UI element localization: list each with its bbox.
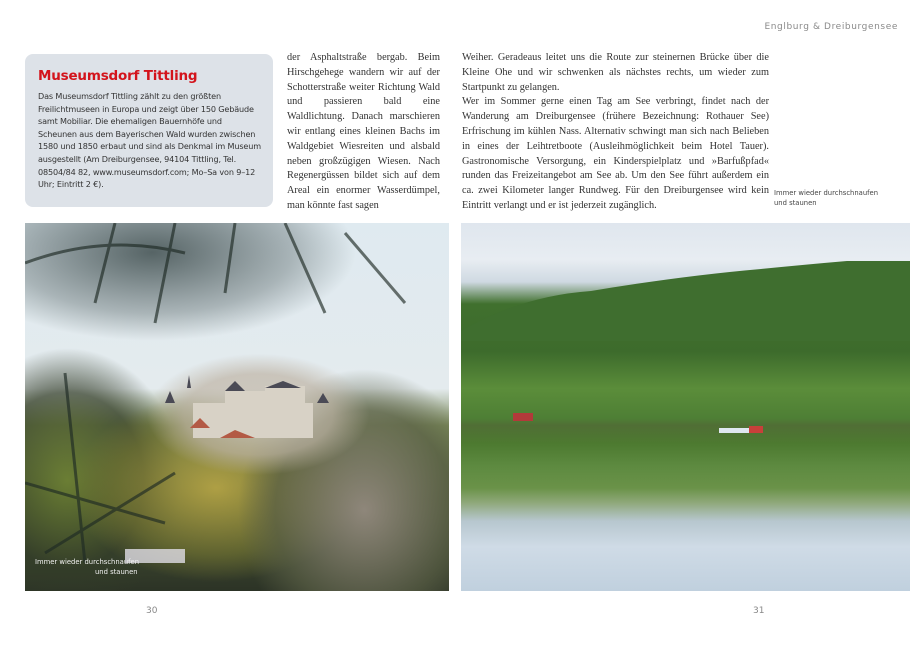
text-column-1 <box>287 51 440 214</box>
column-2-paragraph-1: Weiher. Geradeaus leitet uns die Route zur steinernen Brücke über die Kleine Ohe und wir schwenken als nächstes rechts, um wieder zum Startpunkt zu gelangen. <box>462 52 769 93</box>
photo-castle <box>25 223 449 591</box>
info-box-title: Museumsdorf Tittling <box>38 68 198 84</box>
photo-lake <box>461 223 910 591</box>
boats-icon <box>461 223 910 591</box>
text-column-2 <box>462 51 769 214</box>
page-number-right: 31 <box>753 606 765 616</box>
page-number-left: 30 <box>146 606 158 616</box>
caption-line-2: und staunen <box>774 198 817 207</box>
caption-line-1: Immer wieder durchschnaufen <box>774 189 879 197</box>
castle-silhouette-icon <box>25 223 449 591</box>
photo-caption-left <box>35 558 139 577</box>
column-2-paragraph-2: Wer im Sommer gerne einen Tag am See verbringt, findet nach der Wanderung am Dreiburgensee (frühere Bezeichnung: Rothauer See) Erfrischung im kühlen Nass. Alternativ schwingt man sich nach Belieben in eines der Leihtretboote (Ausleihmöglichkeit beim Hotel Tauer). Gastronomische Versorgung, ein Kinderspielplatz und »Barfußpfad« runden das Freizeitangebot am See ab. Um den See führt außerdem ein ca. zwei Kilometer langer Rundweg. Für den Dreiburgensee wird kein Eintritt verlangt und er ist jederzeit zugänglich. <box>462 96 769 211</box>
column-1-text: der Asphaltstraße bergab. Beim Hirschgehege wandern wir auf der Schotterstraße weiter Richtung Wald und passieren bald eine Waldlichtung. Danach marschieren wir entlang eines kleinen Bachs im Waldgebiet Wiesreiten und alsbald neben großzügigen Wiesen. Nach Regenergüssen bildet sich auf dem Areal ein enormer Wasserdümpel, man könnte fast sagen <box>287 52 440 211</box>
running-head: Englburg & Dreiburgensee <box>764 22 898 32</box>
caption-line-1: Immer wieder durchschnaufen <box>35 558 140 566</box>
photo-caption-right <box>774 189 904 208</box>
info-box <box>25 54 273 207</box>
info-box-body: Das Museumsdorf Tittling zählt zu den größten Freilichtmuseen in Europa und zeigt über 150 Gebäude samt Mobiliar. Die ehemaligen Bauernhöfe und Scheunen aus dem Bayerischen Wald wurden zwischen 1580 und 1850 erbaut und sind als Denkmal im Museum ausgestellt (Am Dreiburgensee, 94104 Tittling, Tel. 08504/84 82, www.museumsdorf.com; Mo–Sa von 9–12 Uhr; Eintritt 2 €). <box>38 91 261 190</box>
caption-line-2: und staunen <box>95 567 138 576</box>
